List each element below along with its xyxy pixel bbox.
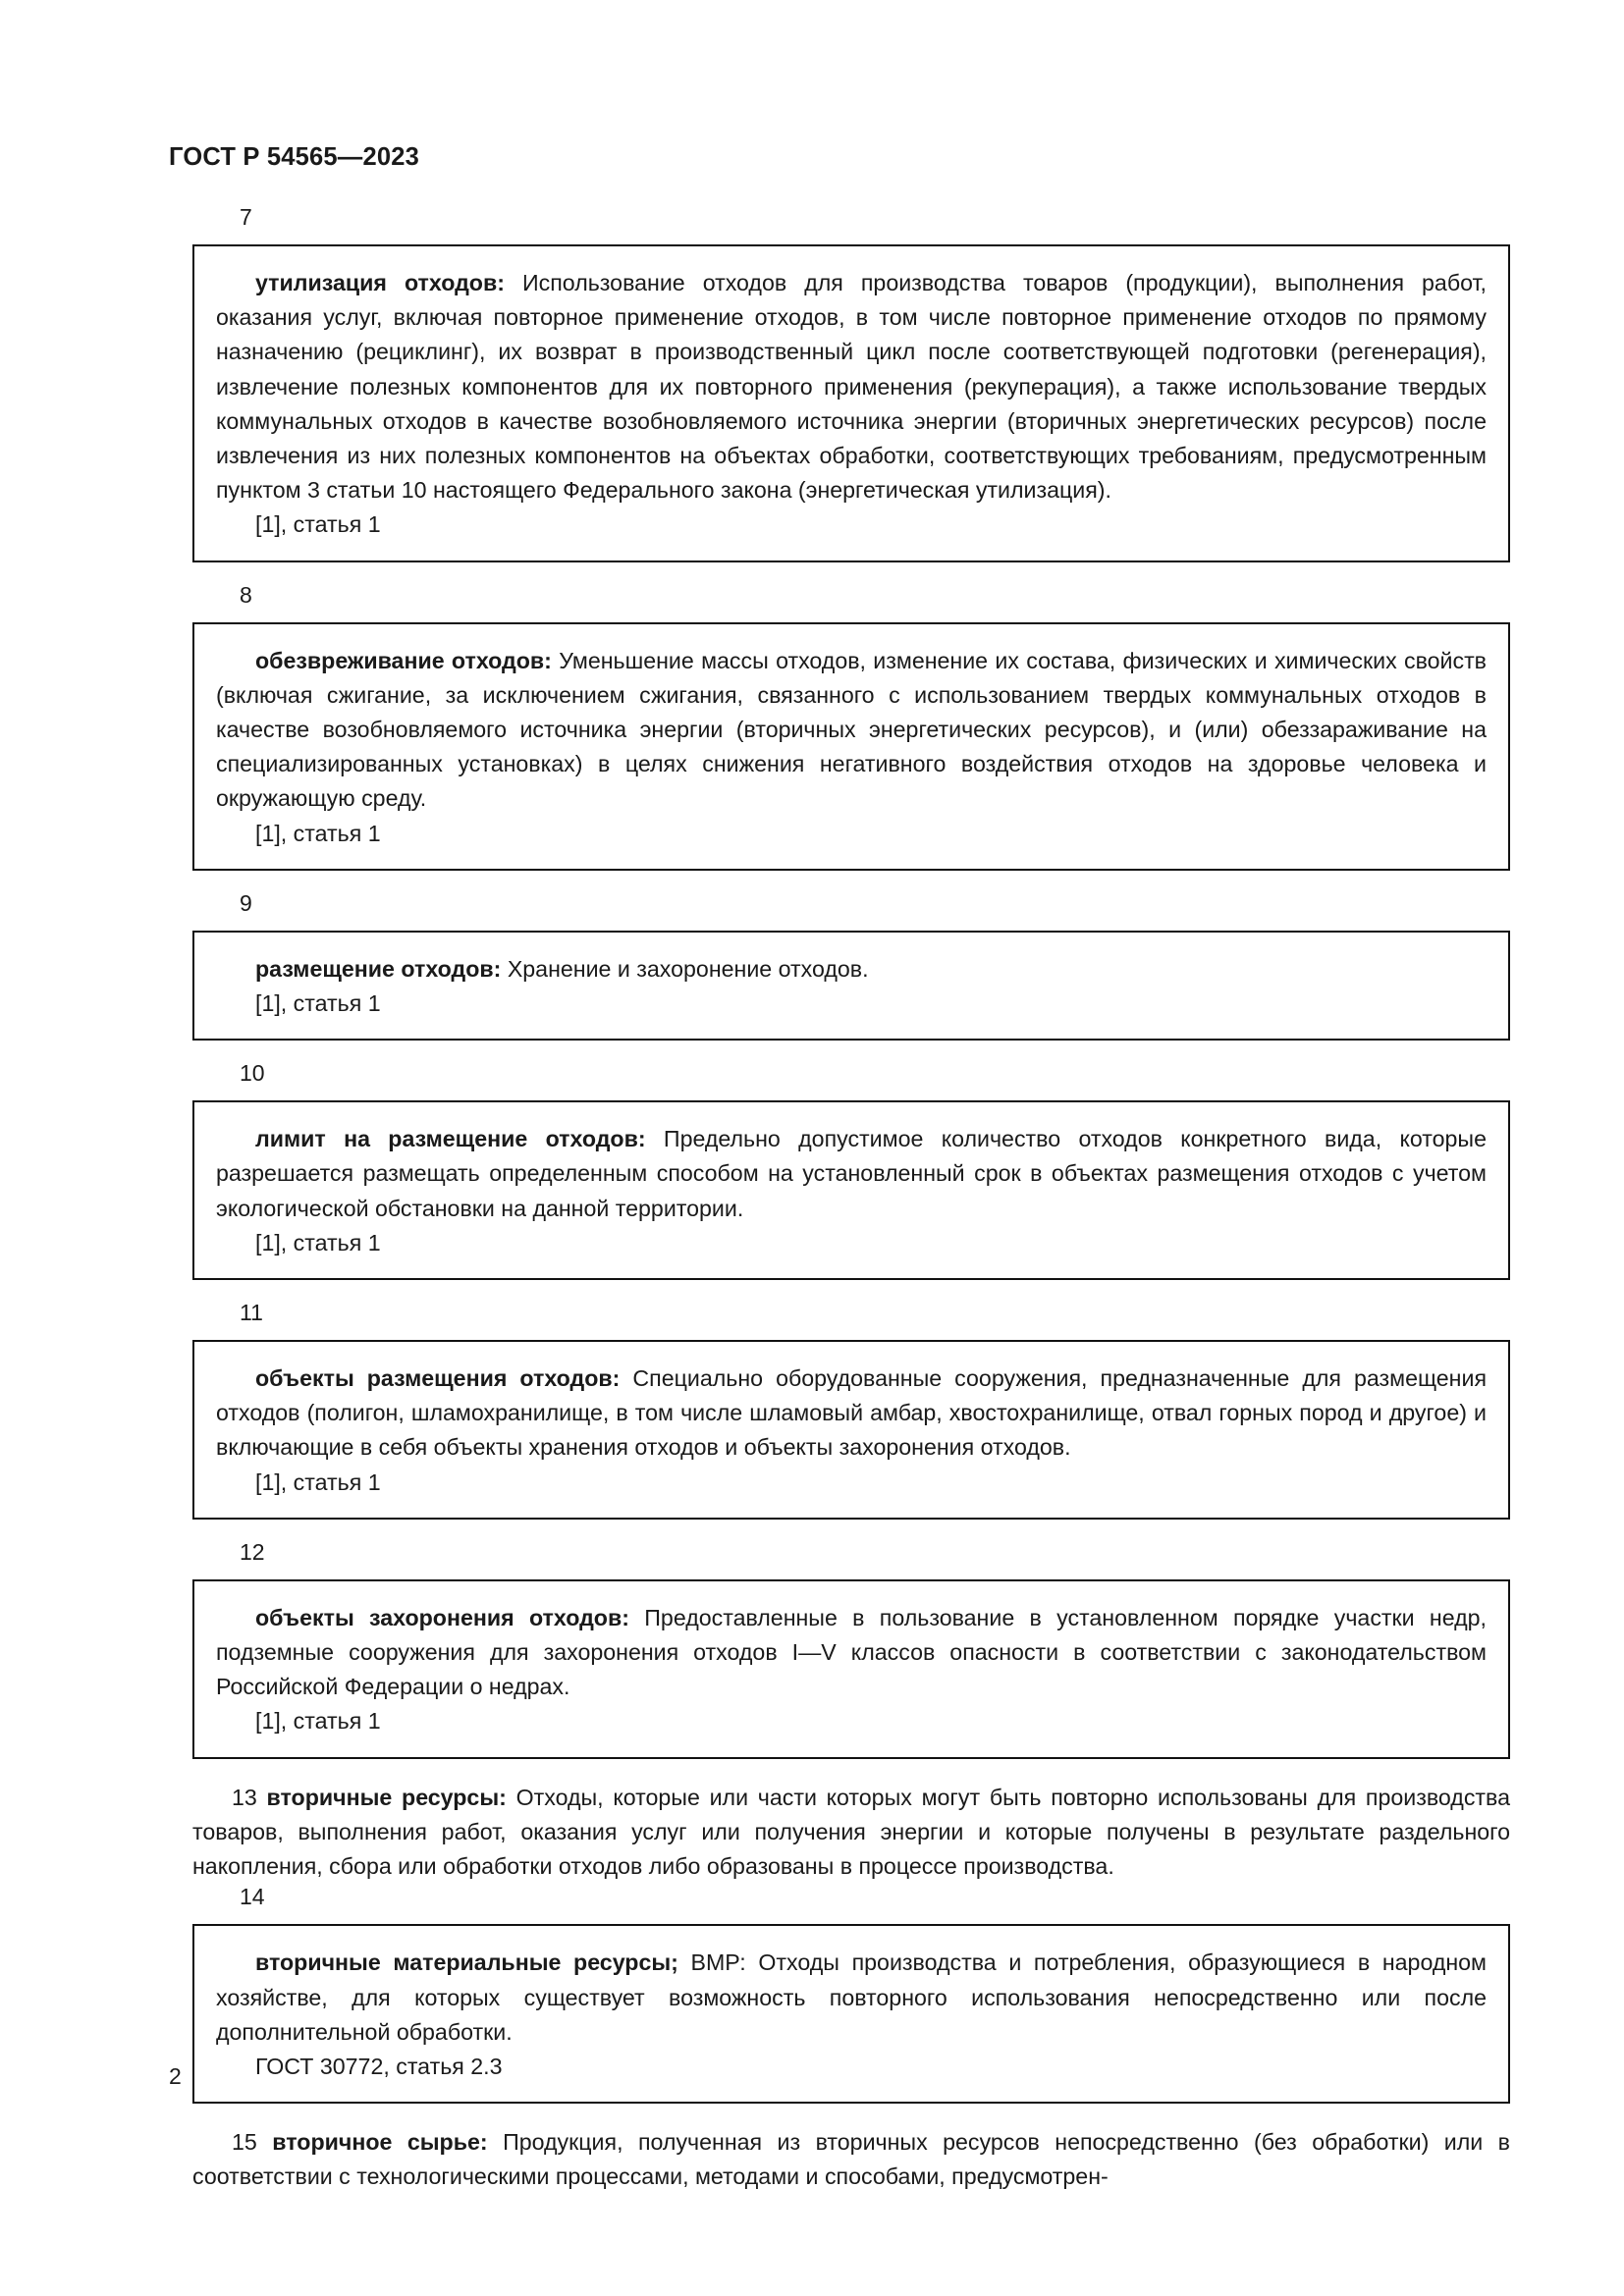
definition-box-8 <box>192 622 1510 871</box>
term-name-9: размещение отходов: <box>255 955 502 982</box>
source-reference-11: [1], статья 1 <box>255 1468 381 1495</box>
definition-paragraph-11 <box>216 1362 1487 1466</box>
definition-box-7 <box>192 244 1510 562</box>
definition-paragraph-8 <box>216 644 1487 817</box>
term-definition-7: Использование отходов для производства товаров (продукции), выполнения работ, оказания услуг, включая повторное применение отходов, в том числе повторное применение отходов по прямому назначению (рециклинг), их возврат в производственный цикл после соответствующей подготовки (регенерация), извлечение полезных компонентов для их повторного применения (рекуперация), а также использование твердых коммунальных отходов в качестве возобновляемого источника энергии (вторичных энергетических ресурсов) после извлечения из них полезных компонентов на объектах обработки, соответствующих требованиям, предусмотренным пунктом 3 статьи 10 настоящего Федерального закона (энергетическая утилизация). <box>216 270 1487 504</box>
definition-paragraph-13 <box>192 1781 1510 1885</box>
entry-number-7: 7 <box>240 204 252 230</box>
entry-number-13: 13 <box>232 1784 257 1810</box>
source-reference-14: ГОСТ 30772, статья 2.3 <box>255 2053 503 2079</box>
term-name-10: лимит на размещение отходов: <box>255 1126 646 1152</box>
term-definition-13: Отходы, которые или части которых могут быть повторно использованы для производства товаров, выполнения работ, оказания услуг или получения энергии и которые получены в результате раздельного накопления, сбора или обработки отходов либо образованы в процессе производства. <box>192 1784 1510 1880</box>
term-name-7: утилизация отходов: <box>255 270 505 295</box>
definition-box-14 <box>192 1924 1510 2104</box>
term-definition-8: Уменьшение массы отходов, изменение их состава, физических и химических свойств (включая сжигание, за исключением сжигания, связанного с использованием твердых коммунальных отходов в качестве возобновляемого источника энергии (вторичных энергетических ресурсов), и (или) обеззараживание на специализированных установках) в целях снижения негативного воздействия отходов на здоровье человека и окружающую среду. <box>216 647 1488 812</box>
definition-paragraph-15 <box>192 2125 1510 2194</box>
footer-page-number: 2 <box>169 2063 182 2089</box>
term-definition-12: Предоставленные в пользование в установленном порядке участки недр, подземные сооружения для захоронения отходов I—V классов опасности в соответствии с законодательством Российской Федерации о недрах. <box>216 1604 1487 1700</box>
term-definition-11: Специально оборудованные сооружения, предназначенные для размещения отходов (полигон, шламохранилище, в том числе шламовый амбар, хвостохранилище, отвал горных пород и другое) и включающие в себя объекты хранения отходов и объекты захоронения отходов. <box>216 1365 1487 1461</box>
entry-number-14: 14 <box>240 1884 265 1910</box>
definitions-content-column <box>192 206 1510 2197</box>
definition-paragraph-12 <box>216 1601 1487 1705</box>
entry-number-10: 10 <box>240 1060 265 1087</box>
source-reference-9: [1], статья 1 <box>255 990 381 1017</box>
definition-box-10 <box>192 1100 1510 1280</box>
term-name-11: объекты размещения отходов: <box>255 1365 621 1392</box>
entry-number-8: 8 <box>240 581 252 608</box>
entry-number-11: 11 <box>240 1300 263 1326</box>
entry-number-12: 12 <box>240 1538 265 1565</box>
term-abbreviation-14: ВМР: <box>677 1949 746 1976</box>
term-definition-9: Хранение и захоронение отходов. <box>501 955 869 982</box>
document-header-standard-number: ГОСТ Р 54565—2023 <box>169 143 420 171</box>
source-reference-7: [1], статья 1 <box>255 511 381 538</box>
entry-number-9: 9 <box>240 889 252 916</box>
entry-number-15: 15 <box>232 2129 257 2156</box>
definition-paragraph-9 <box>216 952 1487 987</box>
definition-paragraph-10 <box>216 1122 1487 1226</box>
term-definition-10: Предельно допустимое количество отходов конкретного вида, которые разрешается размещать определенным способом на установленный срок в объектах размещения отходов с учетом экологической обстановки на данной территории. <box>216 1126 1487 1221</box>
definition-box-9 <box>192 931 1510 1041</box>
source-reference-10: [1], статья 1 <box>255 1229 381 1255</box>
source-reference-12: [1], статья 1 <box>255 1708 381 1735</box>
term-definition-14: Отходы производства и потребления, образующиеся в народном хозяйстве, для которых существует возможность повторного использования непосредственно или после дополнительной обработки. <box>216 1949 1488 2045</box>
definition-paragraph-14 <box>216 1946 1487 2050</box>
term-name-12: объекты захоронения отходов: <box>255 1604 629 1630</box>
term-definition-15: Продукция, полученная из вторичных ресурсов непосредственно (без обработки) или в соответствии с технологическими процессами, методами и способами, предусмотрен- <box>192 2129 1510 2190</box>
term-name-15: вторичное сырье: <box>272 2129 488 2156</box>
definition-box-11 <box>192 1340 1510 1520</box>
term-name-14: вторичные материальные ресурсы; <box>255 1949 678 1976</box>
definition-box-12 <box>192 1579 1510 1759</box>
source-reference-8: [1], статья 1 <box>255 820 381 846</box>
definition-paragraph-7 <box>216 266 1487 507</box>
term-name-8: обезвреживание отходов: <box>255 647 552 673</box>
term-name-13: вторичные ресурсы: <box>266 1784 507 1810</box>
